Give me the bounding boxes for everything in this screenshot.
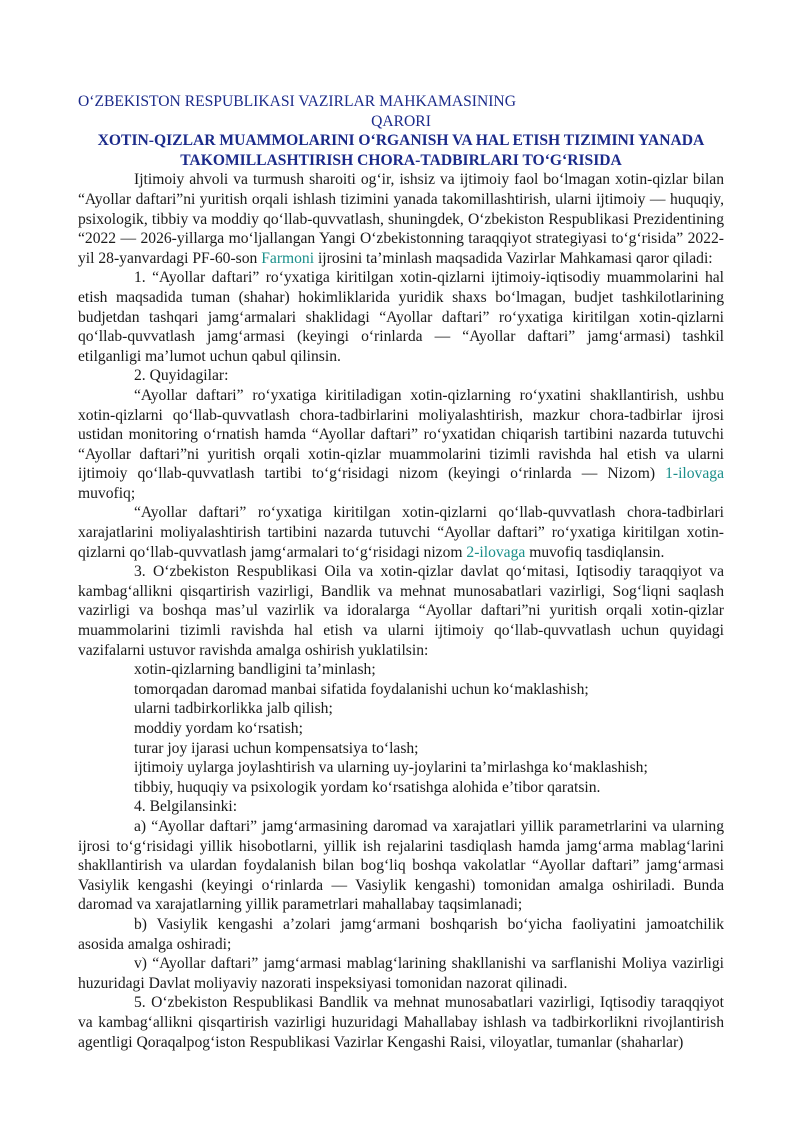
list-item: tomorqadan daromad manbai sifatida foydalanishi uchun ko‘maklashish; bbox=[134, 680, 589, 698]
paragraph-2b-before: “Ayollar daftari” ro‘yxatiga kiritilgan xotin-qizlarni qo‘llab-quvvatlash chora-tadbirlari xarajatlarini moliyalashtirish tartibini nazarda tutuvchi “Ayollar daftari” ro‘yxatiga kiritilgan xotin-qizlarni qo‘llab-quvvatlash jamg‘armalari to‘g‘risidagi nizom bbox=[78, 504, 724, 561]
list-item: moddiy yordam ko‘rsatish; bbox=[134, 720, 303, 737]
intro-paragraph bbox=[78, 170, 724, 268]
paragraph-3: 3. O‘zbekiston Respublikasi Oila va xotin-qizlar davlat qo‘mitasi, Iqtisodiy taraqqiyot va kambag‘allikni qisqartirish vazirligi, Bandlik va mehnat munosabatlari vazirligi, Sog‘liqni saqlash vazirligi va boshqa mas’ul vazirlik va idoralarga “Ayollar daftari”ni yuritish orqali xotin-qizlar muammolarini tizimli ravishda hal etish va ularni ijtimoiy qo‘llab-quvvatlash uchun quyidagi vazifalarni ustuvor ravishda amalga oshirish yuklatilsin: bbox=[78, 563, 724, 659]
list-item: ularni tadbirkorlikka jalb qilish; bbox=[134, 700, 333, 718]
document-page bbox=[78, 92, 724, 1052]
paragraph-2a-before: “Ayollar daftari” ro‘yxatiga kiritiladigan xotin-qizlarning ro‘yxatini shakllantirish, ushbu xotin-qizlarni qo‘llab-quvvatlash chora-tadbirlarini moliyalashtirish, mazkur chora-tadbirlar ijrosi ustidan monitoring o‘rnatish hamda “Ayollar daftari” ro‘yxatidan chiqarish tartibini nazarda tutuvchi “Ayollar daftari”ni yuritish orqali xotin-qizlar muammolarini tizimli ravishda hal etish va ularni ijtimoiy qo‘llab-quvvatlash tartibi to‘g‘risidagi nizom (keyingi o‘rinlarda — Nizom) bbox=[78, 386, 724, 483]
paragraph-5: 5. O‘zbekiston Respublikasi Bandlik va mehnat munosabatlari vazirligi, Iqtisodiy taraqqiyot va kambag‘allikni qisqartirish vazirligi huzuridagi Mahallabay ishlash va tadbirkorlikni rivojlantirish agentligi Qoraqalpog‘iston Respublikasi Vazirlar Kengashi Raisi, viloyatlar, tumanlar (shaharlar) bbox=[78, 994, 724, 1051]
list-item: turar joy ijarasi uchun kompensatsiya to‘lash; bbox=[134, 739, 419, 757]
paragraph-2a bbox=[78, 386, 724, 504]
paragraph-4b: b) Vasiylik kengashi a’zolari jamg‘armani boshqarish bo‘yicha faoliyatini jamoatchilik asosida amalga oshiradi; bbox=[78, 915, 724, 953]
paragraph-2a-after: muvofiq; bbox=[78, 484, 136, 502]
document-title-line-2: TAKOMILLASHTIRISH CHORA-TADBIRLARI TO‘G‘RISIDA bbox=[180, 151, 622, 169]
issuer-heading: O‘ZBEKISTON RESPUBLIKASI VAZIRLAR MAHKAMASINING bbox=[78, 93, 516, 110]
list-item: ijtimoiy uylarga joylashtirish va ularning uy-joylarini ta’mirlashga ko‘maklashish; bbox=[134, 759, 648, 777]
paragraph-2b-after: muvofiq tasdiqlansin. bbox=[525, 543, 665, 561]
list-item: xotin-qizlarning bandligini ta’minlash; bbox=[134, 661, 376, 679]
appendix-1-link[interactable]: 1-ilovaga bbox=[665, 465, 724, 483]
paragraph-2-heading: 2. Quyidagilar: bbox=[134, 367, 229, 385]
list-item: tibbiy, huquqiy va psixologik yordam ko‘rsatishga alohida e’tibor qaratsin. bbox=[134, 778, 601, 796]
document-title bbox=[78, 131, 724, 170]
document-title-line-1: XOTIN-QIZLAR MUAMMOLARINI O‘RGANISH VA HAL ETISH TIZIMINI YANADA bbox=[97, 132, 705, 150]
paragraph-1: 1. “Ayollar daftari” ro‘yxatiga kiritilgan xotin-qizlarni ijtimoiy-iqtisodiy muammolarini hal etish maqsadida tuman (shahar) hokimliklarida yuridik shaxs bo‘lmagan, budjet tashkilotlarining budjetdan tashqari jamg‘armalari shaklidagi “Ayollar daftari” ro‘yxatiga kiritilgan xotin-qizlarni qo‘llab-quvvatlash jamg‘armasi (keyingi o‘rinlarda — “Ayollar daftari” jamg‘armasi) tashkil etilganligi ma’lumot uchun qabul qilinsin. bbox=[78, 269, 724, 365]
paragraph-4v: v) “Ayollar daftari” jamg‘armasi mablag‘larining shakllanishi va sarflanishi Moliya vazirligi huzuridagi Davlat moliyaviy nazorati inspeksiyasi tomonidan nazorat qilinadi. bbox=[78, 955, 724, 992]
appendix-2-link[interactable]: 2-ilovaga bbox=[466, 543, 526, 561]
intro-text-after: ijrosini ta’minlash maqsadida Vazirlar Mahkamasi qaror qiladi: bbox=[314, 249, 713, 267]
paragraph-2b bbox=[78, 503, 724, 562]
paragraph-4-heading: 4. Belgilansinki: bbox=[134, 798, 238, 816]
paragraph-4a: a) “Ayollar daftari” jamg‘armasining daromad va xarajatlari yillik parametrlarini va ularning ijrosi to‘g‘risidagi yillik hisobotlarni, yillik ish rejalarini tasdiqlash hamda jamg‘arma mablag‘larini shakllantirish va ulardan foydalanish bilan bog‘liq boshqa vakolatlar “Ayollar daftari” jamg‘armasi Vasiylik kengashi (keyingi o‘rinlarda — Vasiylik kengashi) tomonidan amalga oshiriladi. Bunda daromad va xarajatlarning yillik parametrlari mahallabay taqsimlanadi; bbox=[78, 817, 724, 914]
intro-text-before: Ijtimoiy ahvoli va turmush sharoiti og‘ir, ishsiz va ijtimoiy faol bo‘lmagan xotin-qizlar bilan “Ayollar daftari”ni yuritish orqali ishlash tizimini yanada takomillashtirish, ularni ijtimoiy — huquqiy, psixologik, tibbiy va moddiy qo‘llab-quvvatlash, shuningdek, O‘zbekiston Respublikasi Prezidentining “2022 — 2026-yillarga mo‘ljallangan Yangi O‘zbekistonning taraqqiyot strategiyasi to‘g‘risida” 2022-yil 28-yanvardagi PF-60-son bbox=[78, 171, 724, 267]
document-type-heading: QARORI bbox=[371, 112, 431, 130]
farmoni-link[interactable]: Farmoni bbox=[261, 249, 315, 267]
